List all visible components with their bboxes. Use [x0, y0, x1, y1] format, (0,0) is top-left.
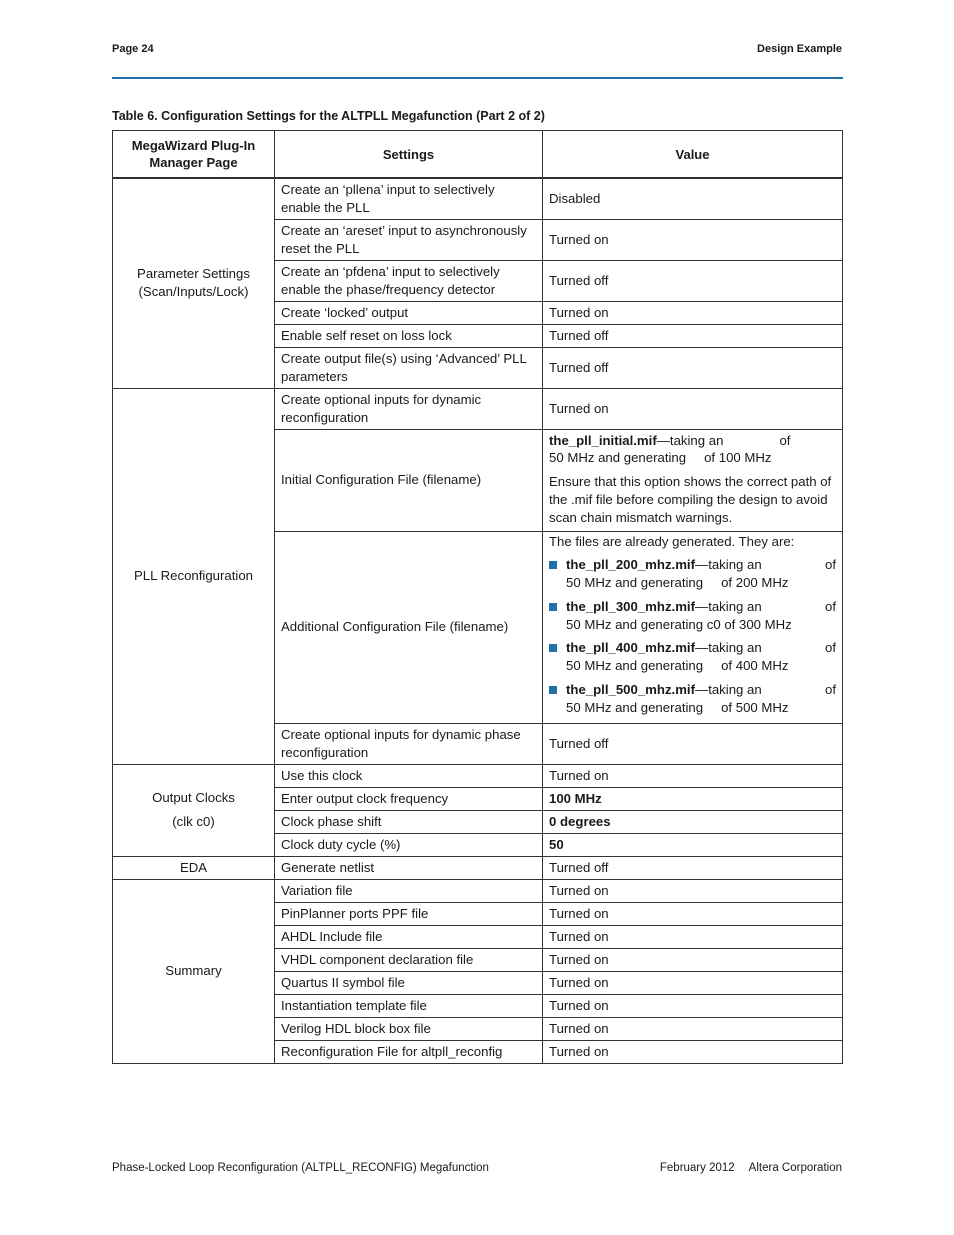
- file-name: the_pll_400_mhz.mif: [566, 640, 695, 656]
- footer-company: Altera Corporation: [748, 1162, 842, 1174]
- setting-cell: Quartus II symbol file: [275, 971, 543, 994]
- setting-cell: Create optional inputs for dynamic phase reconfiguration: [275, 723, 543, 764]
- value-cell: [543, 429, 843, 531]
- setting-cell: Instantiation template file: [275, 994, 543, 1017]
- desc-text: —taking an: [695, 598, 762, 614]
- value-cell: Turned on: [543, 948, 843, 971]
- setting-cell: Clock phase shift: [275, 810, 543, 833]
- file-name: the_pll_300_mhz.mif: [566, 598, 695, 614]
- value-cell: Turned on: [543, 764, 843, 787]
- desc-text: 50 MHz and generating: [566, 699, 704, 715]
- initial-file-note: Ensure that this option shows the correct path of the .mif file before compiling the design to avoid scan chain mismatch warnings.: [549, 474, 832, 525]
- table-row: [113, 856, 843, 879]
- desc-text: —taking an: [695, 557, 762, 573]
- setting-cell: VHDL component declaration file: [275, 948, 543, 971]
- list-item: [549, 556, 836, 592]
- column-header-page: MegaWizard Plug-In Manager Page: [113, 131, 275, 179]
- footer-right: [660, 1162, 842, 1174]
- table-row: [113, 178, 843, 219]
- table-row: [113, 388, 843, 429]
- setting-cell: Enter output clock frequency: [275, 787, 543, 810]
- value-cell: Turned on: [543, 1017, 843, 1040]
- footer-date: February 2012: [659, 1162, 735, 1174]
- initial-file-name: the_pll_initial.mif: [549, 432, 657, 448]
- desc-text: of: [825, 682, 836, 698]
- value-cell: Turned on: [543, 902, 843, 925]
- desc-text: 50 MHz and generating: [566, 575, 704, 591]
- value-cell: Disabled: [543, 178, 843, 219]
- value-cell: Turned on: [543, 301, 843, 324]
- header-rule: [112, 77, 843, 79]
- group-parameter-settings: Parameter Settings (Scan/Inputs/Lock): [113, 178, 275, 388]
- list-item: [549, 681, 836, 717]
- value-cell: 100 MHz: [543, 787, 843, 810]
- value-cell: Turned on: [543, 925, 843, 948]
- value-cell: Turned off: [543, 260, 843, 301]
- desc-text: of: [825, 598, 836, 614]
- value-cell: Turned on: [543, 994, 843, 1017]
- desc-text: of: [825, 640, 836, 656]
- setting-cell: Clock duty cycle (%): [275, 833, 543, 856]
- value-cell: [543, 531, 843, 723]
- setting-cell: Create optional inputs for dynamic reconfiguration: [275, 388, 543, 429]
- column-header-settings: Settings: [275, 131, 543, 179]
- desc-text: 50 MHz and generating: [566, 658, 704, 674]
- setting-cell: Variation file: [275, 879, 543, 902]
- initial-file-desc: [549, 432, 836, 468]
- bullet-icon: [549, 644, 557, 652]
- desc-text: —taking an: [695, 640, 762, 656]
- value-cell: Turned off: [543, 856, 843, 879]
- setting-cell: Create an ‘pfdena’ input to selectively enable the phase/frequency detector: [275, 260, 543, 301]
- desc-text: of 100 MHz: [704, 450, 772, 466]
- file-list: [549, 556, 836, 716]
- footer-title: Phase-Locked Loop Reconfiguration (ALTPLL_RECONFIG) Megafunction: [112, 1162, 489, 1174]
- value-cell: 0 degrees: [543, 810, 843, 833]
- group-summary: Summary: [113, 879, 275, 1063]
- desc-text: of 200 MHz: [721, 575, 789, 591]
- desc-text: 50 MHz and generating c0 of 300 MHz: [566, 616, 792, 632]
- value-cell: 50: [543, 833, 843, 856]
- desc-text: —taking an: [695, 682, 762, 698]
- desc-text: 50 MHz and generating: [549, 450, 687, 466]
- files-intro: The files are already generated. They are:: [549, 533, 795, 549]
- section-title: Design Example: [757, 43, 842, 55]
- setting-cell: Reconfiguration File for altpll_reconfig: [275, 1040, 543, 1063]
- bullet-icon: [549, 561, 557, 569]
- setting-cell: Verilog HDL block box file: [275, 1017, 543, 1040]
- group-output-clocks: [113, 764, 275, 856]
- page-number: Page 24: [112, 43, 154, 55]
- setting-cell: PinPlanner ports PPF file: [275, 902, 543, 925]
- value-cell: Turned off: [543, 324, 843, 347]
- setting-cell: Initial Configuration File (filename): [275, 429, 543, 531]
- table-caption: Table 6. Configuration Settings for the ALTPLL Megafunction (Part 2 of 2): [112, 109, 545, 123]
- column-header-value: Value: [543, 131, 843, 179]
- group-output-clocks-title: Output Clocks: [152, 790, 235, 806]
- desc-text: of: [779, 432, 791, 448]
- value-cell: Turned on: [543, 219, 843, 260]
- table-row: [113, 879, 843, 902]
- value-cell: Turned on: [543, 879, 843, 902]
- setting-cell: Enable self reset on loss lock: [275, 324, 543, 347]
- value-cell: Turned on: [543, 388, 843, 429]
- group-output-clocks-sub: (clk c0): [172, 814, 215, 829]
- setting-cell: Generate netlist: [275, 856, 543, 879]
- setting-cell: Create ‘locked’ output: [275, 301, 543, 324]
- table-header-row: [113, 131, 843, 179]
- group-pll-reconfiguration: PLL Reconfiguration: [113, 388, 275, 764]
- bullet-icon: [549, 603, 557, 611]
- bullet-icon: [549, 686, 557, 694]
- setting-cell: Create an ‘areset’ input to asynchronously reset the PLL: [275, 219, 543, 260]
- desc-text: of 400 MHz: [721, 658, 789, 674]
- file-name: the_pll_200_mhz.mif: [566, 557, 695, 573]
- config-table: [112, 130, 843, 1064]
- list-item: [549, 639, 836, 675]
- desc-text: —taking an: [656, 432, 724, 448]
- value-cell: Turned off: [543, 723, 843, 764]
- setting-cell: Create an ‘pllena’ input to selectively enable the PLL: [275, 178, 543, 219]
- setting-cell: AHDL Include file: [275, 925, 543, 948]
- table-row: [113, 764, 843, 787]
- desc-text: of 500 MHz: [721, 699, 789, 715]
- value-cell: Turned on: [543, 1040, 843, 1063]
- list-item: [549, 598, 836, 634]
- setting-cell: Create output file(s) using ‘Advanced’ PLL parameters: [275, 347, 543, 388]
- file-name: the_pll_500_mhz.mif: [566, 682, 695, 698]
- group-eda: EDA: [113, 856, 275, 879]
- value-cell: Turned on: [543, 971, 843, 994]
- setting-cell: Additional Configuration File (filename): [275, 531, 543, 723]
- value-cell: Turned off: [543, 347, 843, 388]
- setting-cell: Use this clock: [275, 764, 543, 787]
- desc-text: of: [825, 557, 836, 573]
